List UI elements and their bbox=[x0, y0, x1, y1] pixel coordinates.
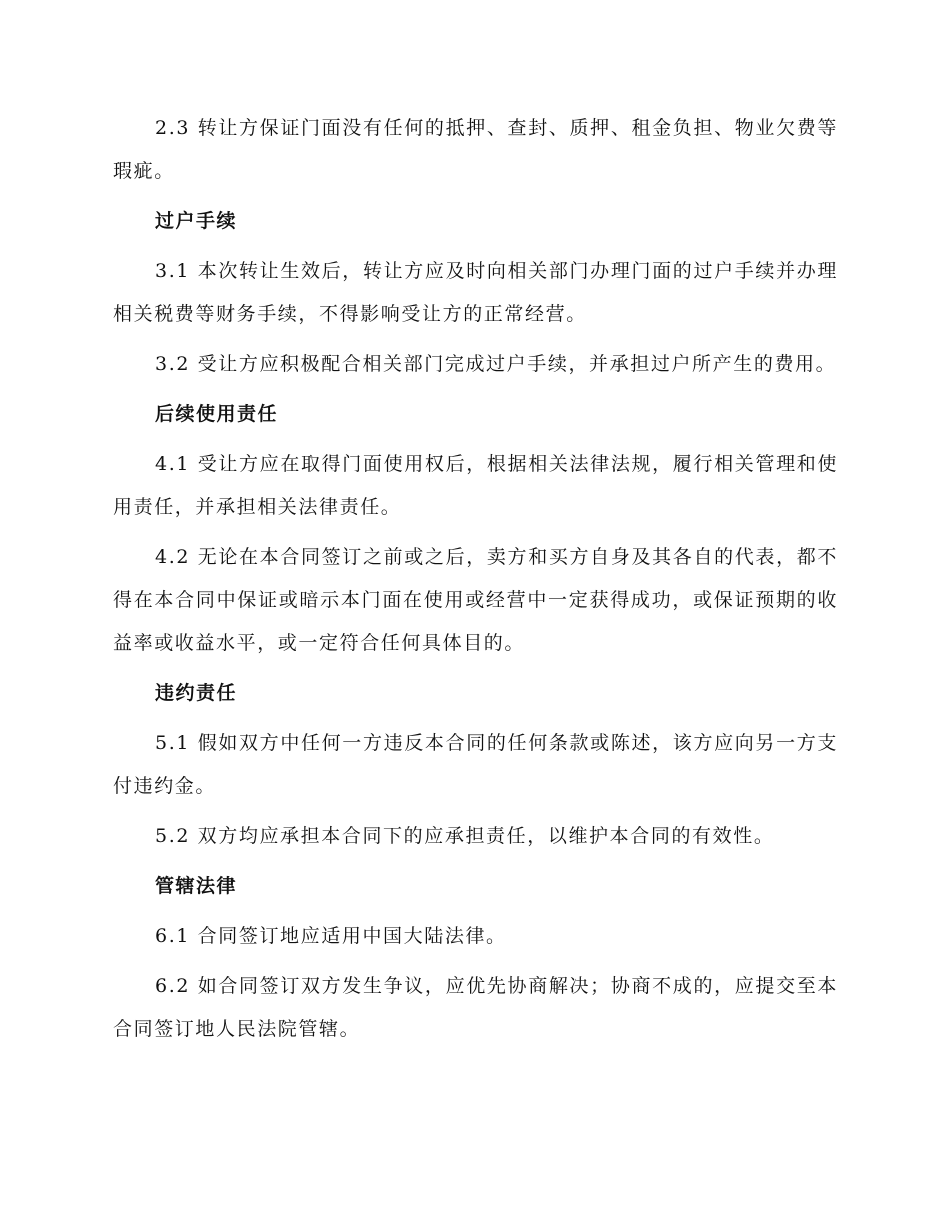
clause-2-3: 2.3 转让方保证门面没有任何的抵押、查封、质押、租金负担、物业欠费等瑕疵。 bbox=[113, 117, 838, 182]
clause-6-2: 6.2 如合同签订双方发生争议，应优先协商解决；协商不成的，应提交至本合同签订地人民法院管辖。 bbox=[113, 975, 838, 1040]
section-heading-governing-law: 管辖法律 bbox=[155, 875, 238, 897]
clause-3-1: 3.1 本次转让生效后，转让方应及时向相关部门办理门面的过户手续并办理相关税费等财务手续，不得影响受让方的正常经营。 bbox=[113, 260, 838, 325]
clause-4-2: 4.2 无论在本合同签订之前或之后，卖方和买方自身及其各自的代表，都不得在本合同中保证或暗示本门面在使用或经营中一定获得成功，或保证预期的收益率或收益水平，或一定符合任何具体目的。 bbox=[113, 546, 838, 654]
clause-4-1: 4.1 受让方应在取得门面使用权后，根据相关法律法规，履行相关管理和使用责任，并承担相关法律责任。 bbox=[113, 453, 838, 518]
section-heading-subsequent-use: 后续使用责任 bbox=[155, 403, 279, 425]
section-heading-liability-breach: 违约责任 bbox=[155, 682, 238, 704]
clause-5-2: 5.2 双方均应承担本合同下的应承担责任，以维护本合同的有效性。 bbox=[155, 825, 775, 847]
section-heading-transfer-procedures: 过户手续 bbox=[155, 210, 238, 232]
document-body bbox=[113, 107, 838, 1051]
clause-6-1: 6.1 合同签订地应适用中国大陆法律。 bbox=[155, 925, 507, 947]
clause-3-2: 3.2 受让方应积极配合相关部门完成过户手续，并承担过户所产生的费用。 bbox=[155, 353, 837, 375]
clause-5-1: 5.1 假如双方中任何一方违反本合同的任何条款或陈述，该方应向另一方支付违约金。 bbox=[113, 732, 838, 797]
